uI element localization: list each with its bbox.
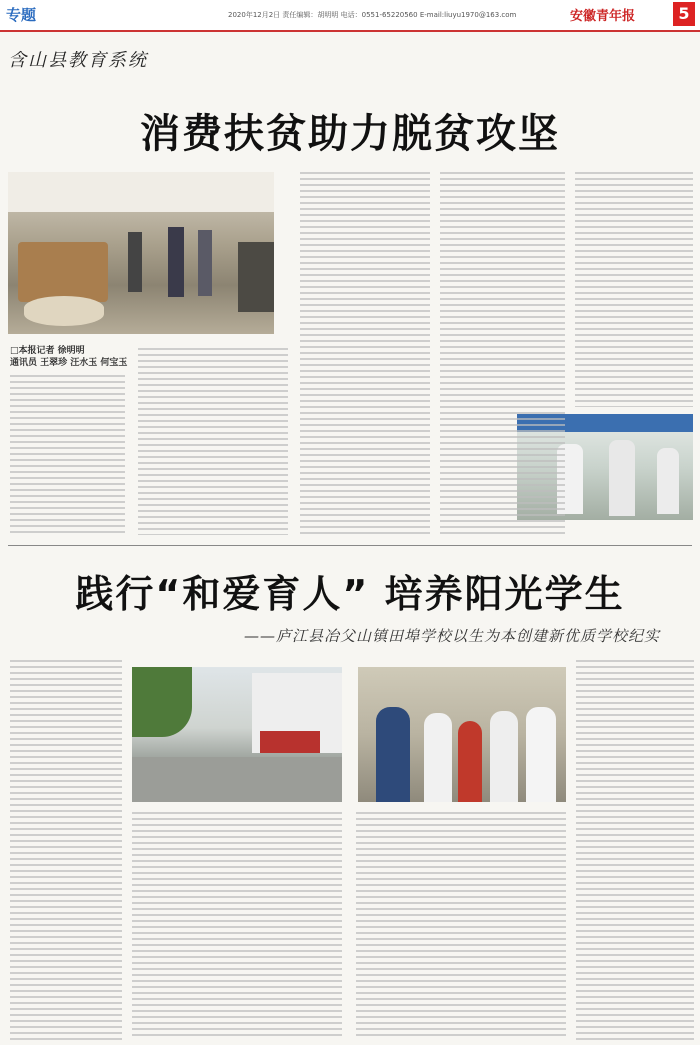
article1-col-2 [138, 348, 288, 535]
article1-col-5 [575, 172, 693, 407]
article1-col-3 [300, 172, 430, 535]
article1-kicker: 含山县教育系统 [8, 50, 148, 71]
article1-credit [10, 345, 127, 369]
article-divider [8, 545, 692, 546]
credit-line: 通讯员 王翠珍 汪水玉 何宝玉 [10, 358, 128, 368]
article1-photo-market [8, 172, 274, 334]
article1-col-1 [10, 375, 125, 535]
article2-col-3 [356, 812, 566, 1040]
header-info: 2020年12月2日 责任编辑：胡明明 电话：0551-65220560 E-mail:liuyu1970@163.com [228, 11, 517, 19]
page-header [0, 0, 700, 32]
article2-title: 践行“和爱育人” 培养阳光学生 [75, 572, 625, 616]
article2-col-1 [10, 660, 122, 1040]
article2-photo-group [358, 667, 566, 802]
page-number: 5 [673, 2, 695, 26]
article2-subtitle: ——庐江县冶父山镇田埠学校以生为本创建新优质学校纪实 [243, 627, 660, 645]
section-tag: 专题 [6, 6, 37, 24]
paper-name: 安徽青年报 [570, 9, 636, 24]
article1-col-4 [440, 172, 565, 535]
article2-photo-campus [132, 667, 342, 802]
article1-title: 消费扶贫助力脱贫攻坚 [140, 111, 560, 157]
article2-col-2 [132, 812, 342, 1040]
article2-col-4 [576, 660, 694, 1040]
credit-line: □本报记者 徐明明 [10, 346, 85, 356]
